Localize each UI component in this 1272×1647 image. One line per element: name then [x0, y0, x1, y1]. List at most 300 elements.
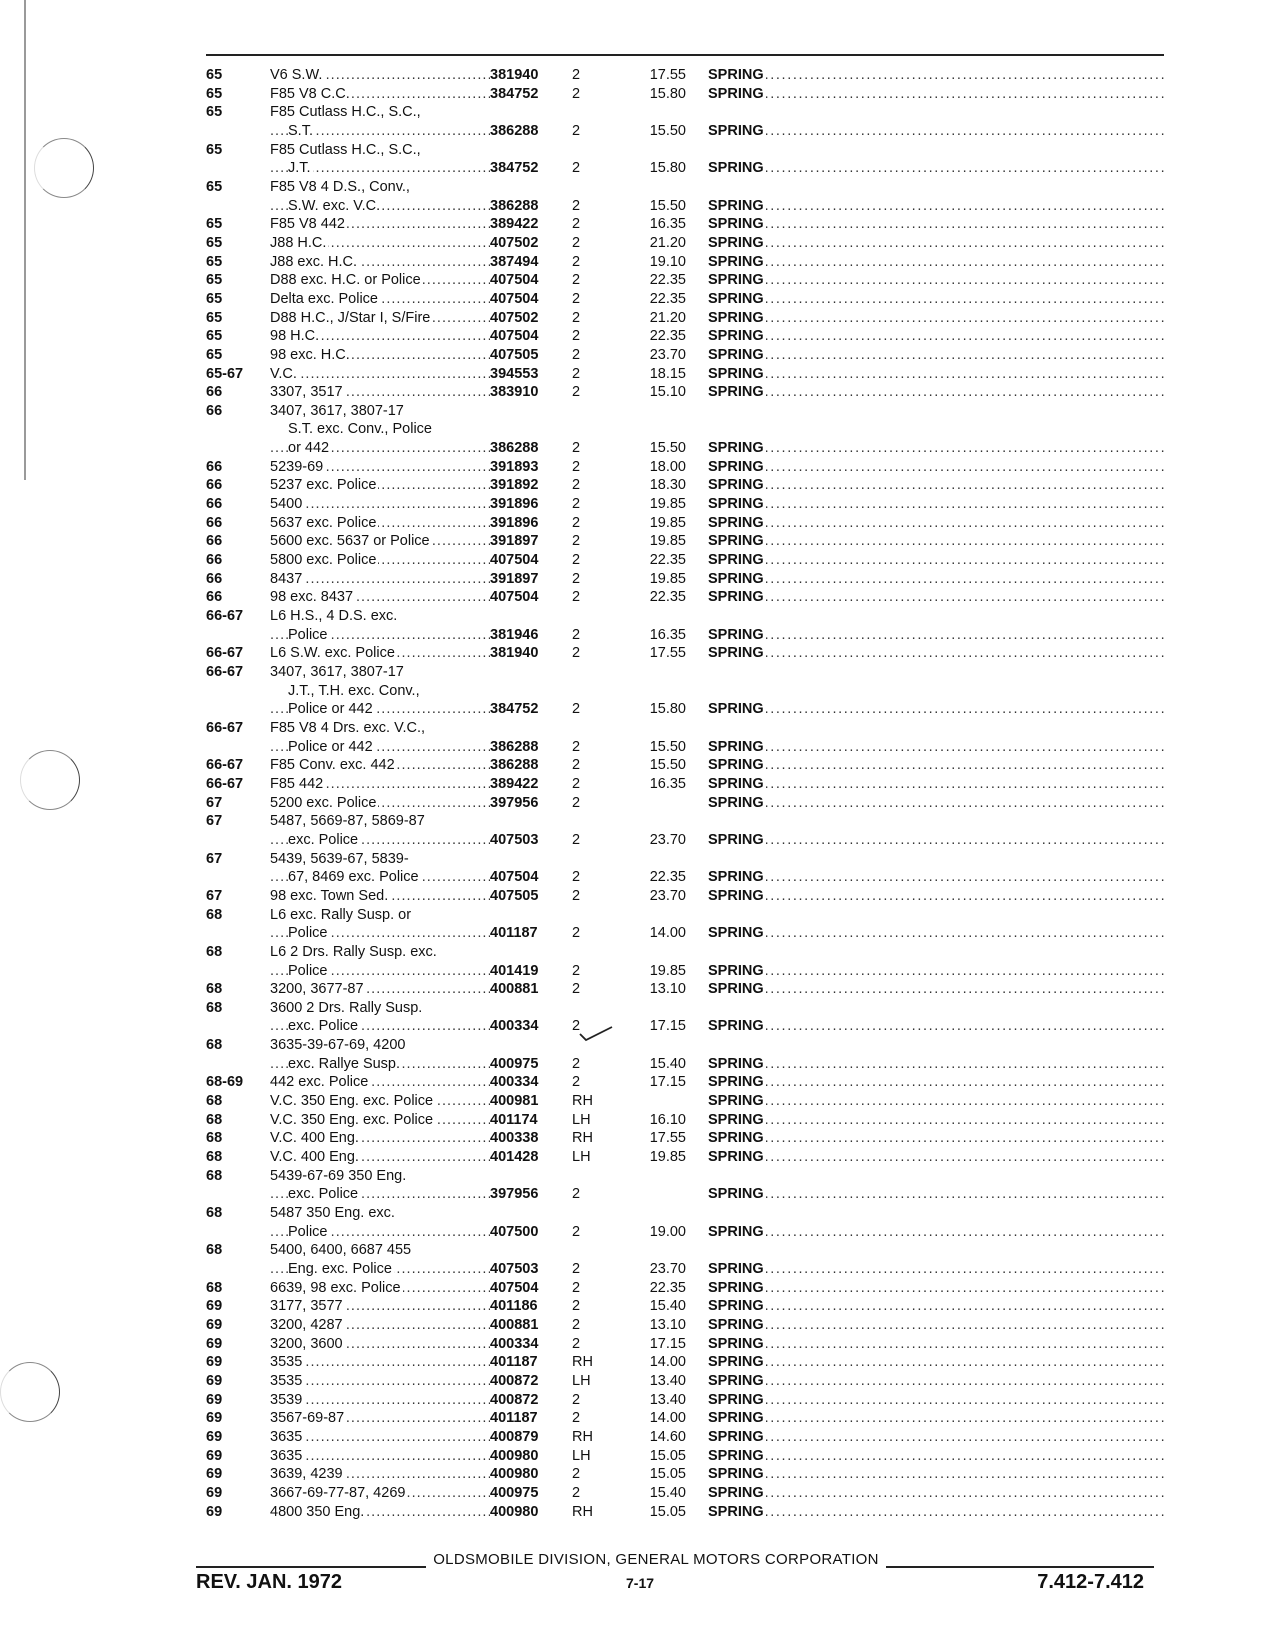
table-row [206, 1484, 1164, 1503]
description-cell [708, 1055, 1164, 1074]
model-cell [270, 1316, 490, 1335]
model-cell [270, 831, 490, 850]
description-cell-text: SPRING [708, 775, 764, 792]
model-cell [270, 532, 490, 551]
description-cell [708, 458, 1164, 477]
table-row [206, 1036, 1164, 1055]
quantity-cell: 2 [572, 440, 581, 457]
model-cell [270, 887, 490, 906]
part-number-cell: 391897 [490, 533, 539, 550]
quantity-cell: 2 [572, 757, 581, 774]
quantity-cell: 2 [572, 887, 581, 904]
model-cell [270, 159, 490, 178]
part-number-cell: 400975 [490, 1055, 539, 1072]
model-cell [270, 1391, 490, 1410]
price-cell: 19.85 [649, 962, 686, 979]
table-row [206, 439, 1164, 458]
model-cell [270, 719, 490, 738]
model-cell-text: L6 H.S., 4 D.S. exc. [270, 608, 398, 625]
quantity-cell: 2 [572, 1074, 581, 1091]
quantity-cell: 2 [572, 328, 581, 345]
description-cell-text: SPRING [708, 981, 764, 998]
model-cell [270, 1335, 490, 1354]
description-cell [708, 980, 1164, 999]
price-cell: 15.50 [649, 440, 686, 457]
description-cell [708, 812, 1164, 831]
description-cell-text: SPRING [708, 1428, 764, 1445]
description-cell-text [708, 1242, 710, 1258]
model-cell [270, 420, 490, 439]
model-cell-text: 3177, 3577 [270, 1298, 343, 1315]
description-cell [708, 1167, 1164, 1186]
model-cell-text: F85 Cutlass H.C., S.C., [270, 141, 421, 158]
quantity-cell: LH [572, 1372, 591, 1389]
model-cell [270, 1111, 490, 1130]
description-cell-text: SPRING [708, 1149, 764, 1166]
table-row [206, 1335, 1164, 1354]
model-cell-text: 5637 exc. Police [270, 514, 377, 531]
model-cell [270, 551, 490, 570]
price-cell: 15.05 [649, 1503, 686, 1520]
quantity-cell: 2 [572, 738, 581, 755]
table-row [206, 850, 1164, 869]
model-cell-text: 5400 [270, 496, 303, 513]
model-cell [270, 85, 490, 104]
description-cell-text: SPRING [708, 1261, 764, 1277]
price-cell: 17.55 [649, 67, 686, 83]
model-cell-text: 98 exc. 8437 [270, 589, 354, 606]
year-cell: 65 [206, 85, 223, 102]
model-cell-text: 67, 8469 exc. Police [288, 869, 419, 886]
description-cell-text: SPRING [708, 626, 764, 643]
model-cell-text: 3535 [270, 1354, 303, 1371]
quantity-cell: 2 [572, 290, 581, 307]
model-cell-text: V.C. 350 Eng. exc. Police [270, 1111, 434, 1128]
table-row [206, 495, 1164, 514]
description-cell-text: SPRING [708, 794, 764, 811]
description-cell-text: SPRING [708, 1484, 764, 1501]
quantity-cell: 2 [572, 925, 581, 942]
description-cell [708, 532, 1164, 551]
quantity-cell: 2 [572, 831, 581, 848]
price-cell: 15.50 [649, 738, 686, 755]
model-cell-text: 98 exc. Town Sed. [270, 887, 389, 904]
model-cell-text: 5487, 5669-87, 5869-87 [270, 813, 425, 830]
table-row [206, 962, 1164, 981]
quantity-cell: 2 [572, 160, 581, 177]
table-row [206, 570, 1164, 589]
quantity-cell: 2 [572, 253, 581, 270]
description-cell-text [708, 421, 710, 437]
part-number-cell: 386288 [490, 197, 539, 214]
model-cell [270, 215, 490, 234]
year-cell: 69 [206, 1372, 223, 1389]
model-cell-text: V.C. 400 Eng. [270, 1130, 359, 1147]
table-row [206, 812, 1164, 831]
description-cell [708, 402, 1164, 421]
price-cell: 22.35 [649, 290, 686, 307]
description-cell-text: SPRING [708, 216, 764, 233]
table-row [206, 906, 1164, 925]
quantity-cell: 2 [572, 477, 581, 494]
part-number-cell: 381940 [490, 67, 539, 83]
year-cell: 68 [206, 1167, 223, 1184]
description-cell [708, 682, 1164, 701]
quantity-cell: 2 [572, 1316, 581, 1333]
model-cell-text: Police or 442 [288, 701, 373, 718]
price-cell: 23.70 [649, 831, 686, 848]
description-cell-text: SPRING [708, 533, 764, 550]
model-cell-text: Delta exc. Police [270, 290, 378, 307]
price-cell: 17.15 [649, 1335, 686, 1352]
table-row [206, 402, 1164, 421]
quantity-cell: 2 [572, 384, 581, 401]
model-cell [270, 66, 490, 85]
year-cell: 66 [206, 402, 223, 419]
table-row [206, 1185, 1164, 1204]
description-cell-text: SPRING [708, 1223, 764, 1240]
model-cell-text: 5400, 6400, 6687 455 [270, 1242, 412, 1259]
part-number-cell: 387494 [490, 253, 539, 270]
table-row [206, 1148, 1164, 1167]
price-cell: 19.85 [649, 570, 686, 587]
model-cell-text: 3639, 4239 [270, 1466, 343, 1483]
model-cell-text: L6 exc. Rally Susp. or [270, 906, 412, 923]
table-row [206, 1167, 1164, 1186]
description-cell-text [708, 104, 710, 120]
description-cell [708, 66, 1164, 85]
model-cell [270, 1204, 490, 1223]
price-cell: 19.10 [649, 253, 686, 270]
description-cell [708, 215, 1164, 234]
part-number-cell: 400872 [490, 1391, 539, 1408]
description-cell-text: SPRING [708, 962, 764, 979]
quantity-cell: 2 [572, 1484, 581, 1501]
description-cell [708, 1092, 1164, 1111]
year-cell: 67 [206, 887, 223, 904]
model-cell-text: or 442 [288, 440, 330, 457]
model-cell-text: 3635-39-67-69, 4200 [270, 1037, 406, 1054]
description-cell [708, 1279, 1164, 1298]
year-cell: 66 [206, 514, 223, 531]
price-cell: 19.85 [649, 514, 686, 531]
model-cell-text: Eng. exc. Police [288, 1261, 392, 1277]
part-number-cell: 386288 [490, 738, 539, 755]
price-cell: 14.00 [649, 925, 686, 942]
description-cell [708, 122, 1164, 141]
description-cell-text [708, 813, 710, 829]
table-row [206, 943, 1164, 962]
part-number-cell: 407504 [490, 589, 539, 606]
description-cell-text [708, 944, 710, 960]
model-cell [270, 271, 490, 290]
model-cell [270, 700, 490, 719]
model-cell-text: 3600 2 Drs. Rally Susp. [270, 999, 423, 1016]
description-cell-text [708, 1205, 710, 1221]
description-cell-text: SPRING [708, 384, 764, 401]
description-cell-text: SPRING [708, 738, 764, 755]
description-cell-text: SPRING [708, 122, 764, 139]
model-cell-text: 98 H.C. [270, 328, 320, 345]
model-cell-text: 3635 [270, 1428, 303, 1445]
model-cell [270, 327, 490, 346]
year-cell: 68 [206, 1130, 223, 1147]
description-cell-text [708, 1037, 710, 1053]
model-cell-text: 4800 350 Eng. [270, 1503, 365, 1520]
model-cell-text: 442 exc. Police [270, 1074, 369, 1091]
description-cell-text: SPRING [708, 309, 764, 326]
model-cell [270, 738, 490, 757]
table-row [206, 1391, 1164, 1410]
description-cell [708, 999, 1164, 1018]
model-cell [270, 1260, 490, 1279]
part-number-cell: 391897 [490, 570, 539, 587]
model-cell-text: 3667-69-77-87, 4269 [270, 1484, 406, 1501]
year-cell: 68 [206, 906, 223, 923]
quantity-cell: 2 [572, 1410, 581, 1427]
description-cell [708, 420, 1164, 439]
model-cell-text: 5800 exc. Police [270, 552, 377, 569]
description-cell-text: SPRING [708, 1410, 764, 1427]
description-cell [708, 738, 1164, 757]
model-cell-text: V.C. 400 Eng. [270, 1149, 359, 1166]
model-cell-text: 3200, 3677-87 [270, 981, 364, 998]
model-cell-text: Police [288, 1223, 328, 1240]
description-cell [708, 1017, 1164, 1036]
model-cell-text: 6639, 98 exc. Police [270, 1279, 401, 1296]
table-row [206, 197, 1164, 216]
description-cell [708, 831, 1164, 850]
description-cell-text [708, 664, 710, 680]
table-row [206, 1353, 1164, 1372]
model-cell [270, 644, 490, 663]
description-cell-text: SPRING [708, 1372, 764, 1389]
model-cell [270, 1185, 490, 1204]
part-number-cell: 407505 [490, 346, 539, 363]
quantity-cell: 2 [572, 1018, 581, 1035]
year-cell: 67 [206, 850, 223, 867]
year-cell: 69 [206, 1484, 223, 1501]
year-cell: 66-67 [206, 608, 244, 625]
model-cell [270, 570, 490, 589]
part-number-cell: 401174 [490, 1111, 538, 1128]
model-cell [270, 663, 490, 682]
model-cell [270, 402, 490, 421]
description-cell [708, 962, 1164, 981]
description-cell [708, 1241, 1164, 1260]
price-cell: 19.85 [649, 496, 686, 513]
description-cell-text: SPRING [708, 1130, 764, 1147]
model-cell-text: Police [288, 962, 328, 979]
table-row [206, 1241, 1164, 1260]
year-cell: 68 [206, 981, 223, 998]
model-cell [270, 458, 490, 477]
quantity-cell: 2 [572, 458, 581, 475]
description-cell-text: SPRING [708, 1018, 764, 1035]
price-cell: 23.70 [649, 346, 686, 363]
quantity-cell: RH [572, 1093, 593, 1110]
table-row [206, 1465, 1164, 1484]
description-cell-text: SPRING [708, 346, 764, 363]
description-cell-text: SPRING [708, 1391, 764, 1408]
table-row [206, 346, 1164, 365]
model-cell [270, 980, 490, 999]
part-number-cell: 381946 [490, 626, 539, 643]
price-cell: 17.55 [649, 1130, 686, 1147]
model-cell-text: 5200 exc. Police [270, 794, 377, 811]
part-number-cell: 386288 [490, 440, 539, 457]
year-cell: 65 [206, 290, 223, 307]
table-row [206, 365, 1164, 384]
year-cell: 66-67 [206, 719, 244, 736]
quantity-cell: 2 [572, 67, 581, 83]
description-cell-text [708, 608, 710, 624]
quantity-cell: 2 [572, 701, 581, 718]
table-row [206, 458, 1164, 477]
year-cell: 69 [206, 1316, 223, 1333]
table-row [206, 103, 1164, 122]
price-cell: 18.15 [649, 365, 686, 382]
description-cell [708, 887, 1164, 906]
model-cell [270, 141, 490, 160]
description-cell-text: SPRING [708, 1279, 764, 1296]
description-cell [708, 141, 1164, 160]
model-cell-text: exc. Police [288, 1186, 359, 1203]
model-cell [270, 850, 490, 869]
description-cell [708, 1503, 1164, 1522]
price-cell: 19.00 [649, 1223, 686, 1240]
price-cell: 21.20 [649, 234, 686, 251]
description-cell [708, 906, 1164, 925]
year-cell: 65-67 [206, 365, 244, 382]
description-cell [708, 719, 1164, 738]
model-cell [270, 103, 490, 122]
table-row [206, 644, 1164, 663]
part-number-cell: 383910 [490, 384, 539, 401]
model-cell [270, 197, 490, 216]
model-cell [270, 439, 490, 458]
table-row [206, 551, 1164, 570]
part-number-cell: 400980 [490, 1503, 539, 1520]
price-cell: 16.35 [649, 775, 686, 792]
part-number-cell: 400980 [490, 1466, 539, 1483]
description-cell [708, 327, 1164, 346]
price-cell: 22.35 [649, 328, 686, 345]
part-number-cell: 401187 [490, 1410, 538, 1427]
table-row [206, 532, 1164, 551]
description-cell-text [708, 142, 710, 158]
price-cell: 13.40 [649, 1391, 686, 1408]
model-cell-text: L6 S.W. exc. Police [270, 645, 395, 662]
table-row [206, 476, 1164, 495]
part-number-cell: 407502 [490, 309, 539, 326]
model-cell [270, 1428, 490, 1447]
model-cell [270, 1353, 490, 1372]
table-row [206, 607, 1164, 626]
table-row [206, 738, 1164, 757]
footer-rule-right [886, 1566, 1154, 1568]
description-cell-text: SPRING [708, 477, 764, 494]
table-row [206, 178, 1164, 197]
year-cell: 65 [206, 216, 223, 233]
year-cell: 69 [206, 1428, 223, 1445]
price-cell: 15.50 [649, 757, 686, 774]
price-cell: 23.70 [649, 1261, 686, 1277]
part-number-cell: 400879 [490, 1428, 539, 1445]
description-cell [708, 178, 1164, 197]
model-cell [270, 346, 490, 365]
part-number-cell: 381940 [490, 645, 539, 662]
model-cell-text: 5237 exc. Police [270, 477, 377, 494]
table-row [206, 383, 1164, 402]
price-cell: 15.05 [649, 1447, 686, 1464]
description-cell-text: SPRING [708, 440, 764, 457]
part-number-cell: 400981 [490, 1093, 539, 1110]
part-number-cell: 401428 [490, 1149, 539, 1166]
description-cell-text [708, 907, 710, 923]
part-number-cell: 407500 [490, 1223, 539, 1240]
top-rule [206, 54, 1164, 56]
year-cell: 65 [206, 253, 223, 270]
description-cell-text: SPRING [708, 1316, 764, 1333]
table-row [206, 1055, 1164, 1074]
description-cell [708, 943, 1164, 962]
part-number-cell: 391893 [490, 458, 539, 475]
part-number-cell: 389422 [490, 216, 539, 233]
part-number-cell: 407503 [490, 831, 539, 848]
description-cell [708, 253, 1164, 272]
model-cell [270, 495, 490, 514]
part-number-cell: 407504 [490, 869, 539, 886]
price-cell: 15.40 [649, 1298, 686, 1315]
price-cell: 22.35 [649, 589, 686, 606]
description-cell-text: SPRING [708, 160, 764, 177]
model-cell-text: S.W. exc. V.C. [288, 197, 381, 214]
description-cell-text: SPRING [708, 496, 764, 513]
part-number-cell: 407502 [490, 234, 539, 251]
quantity-cell: 2 [572, 794, 581, 811]
year-cell: 67 [206, 794, 223, 811]
description-cell [708, 1391, 1164, 1410]
year-cell: 66 [206, 477, 223, 494]
description-cell-text: SPRING [708, 67, 764, 83]
part-number-cell: 394553 [490, 365, 539, 382]
price-cell: 23.70 [649, 887, 686, 904]
description-cell [708, 514, 1164, 533]
part-number-cell: 401186 [490, 1298, 538, 1315]
model-cell [270, 1129, 490, 1148]
description-cell-text: SPRING [708, 570, 764, 587]
model-cell-text: 3307, 3517 [270, 384, 343, 401]
year-cell: 68 [206, 943, 223, 960]
model-cell-text: 3635 [270, 1447, 303, 1464]
punch-hole-middle [20, 750, 80, 810]
table-row [206, 756, 1164, 775]
page-footer [196, 1551, 1154, 1621]
table-row [206, 141, 1164, 160]
description-cell-text [708, 179, 710, 195]
price-cell: 22.35 [649, 552, 686, 569]
model-cell-text: J.T., T.H. exc. Conv., [288, 682, 420, 699]
table-row [206, 85, 1164, 104]
quantity-cell: RH [572, 1130, 593, 1147]
table-row [206, 1447, 1164, 1466]
model-cell-text: Police or 442 [288, 738, 373, 755]
description-cell-text: SPRING [708, 253, 764, 270]
table-row [206, 700, 1164, 719]
model-cell-text: F85 Conv. exc. 442 [270, 757, 395, 774]
description-cell [708, 551, 1164, 570]
